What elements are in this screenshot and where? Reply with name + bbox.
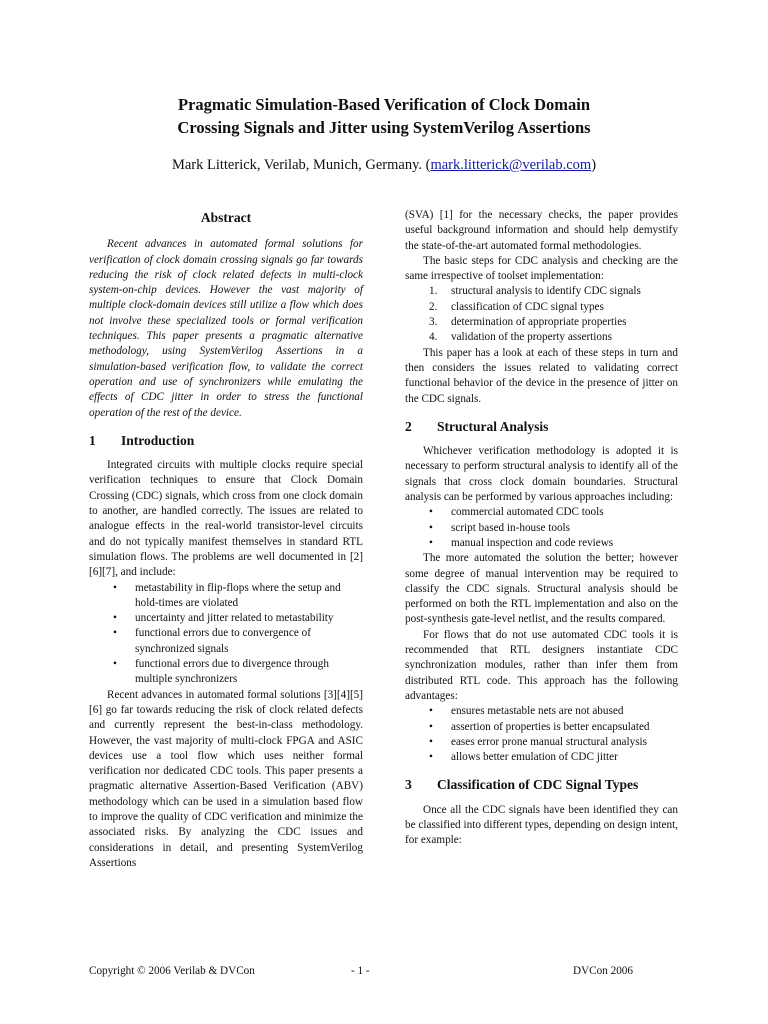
bullet-icon: • [113,658,117,671]
section-3-heading [405,777,678,792]
author-email-link[interactable]: mark.litterick@verilab.com [430,157,592,173]
list-item [89,581,363,612]
structural-paragraph-1: Whichever verification methodology is adopted it is necessary to perform structural analysis to identify all of the signals that cross clock domain boundaries. Structural analysis can be performed by various approaches including: [405,445,678,504]
list-item [405,735,678,750]
steps-list [405,284,678,345]
abstract-heading: Abstract [200,210,252,225]
list-item [405,330,678,345]
step-number: 3. [429,316,438,329]
footer-page-number: - 1 - [351,965,370,977]
list-item [89,626,363,657]
section-1-number: 1 [89,432,96,448]
list-item [405,505,678,520]
bullet-icon: • [429,536,433,549]
step-number: 1. [429,285,438,298]
look-paragraph: This paper has a look at each of these steps in turn and then considers the issues related to validating correct functional behavior of the device in the presence of jitter on the CDC signals. [405,346,678,405]
list-item-text: assertion of properties is better encapsulated [451,720,650,733]
list-item-text: script based in-house tools [451,521,571,534]
list-item-text: eases error prone manual structural analysis [451,735,648,748]
section-2-heading [405,419,678,434]
list-item [405,720,678,735]
list-item-text: structural analysis to identify CDC signals [451,285,641,298]
classification-paragraph: Once all the CDC signals have been identified they can be classified into different types, depending on design intent, for example: [405,803,678,847]
list-item [405,704,678,719]
intro-bullet-list [89,581,363,688]
right-column [405,208,678,849]
bullet-icon: • [113,612,117,625]
list-item-text: manual inspection and code reviews [451,536,614,549]
section-1-heading [89,433,363,448]
list-item [405,300,678,315]
author-close: ) [591,157,597,173]
list-item [405,536,678,551]
bullet-icon: • [429,735,433,748]
structural-paragraph-3: For flows that do not use automated CDC tools it is recommended that RTL designers instantiate CDC synchronization modules, rather than infer them from distributed RTL code. This approach has the following advantages: [405,628,678,702]
intro-paragraph-1: Integrated circuits with multiple clocks require special verification techniques to ensure that Clock Domain Crossing (CDC) signals, which cross from one clock domain to another, are handled correctly. The issues are related to analogue effects in the real-world transistor-level circuits and do not typically manifest themselves in standard RTL simulation flows. The problems are well documented in [2][6][7], and include: [89,459,363,579]
step-number: 2. [429,300,438,313]
intro-paragraph-2: Recent advances in automated formal solutions [3][4][5][6] go far towards reducing the risk of clock related defects and currently represent the best-in-class methodology. However, the vast majority of multi-clock FPGA and ASIC devices use a tool flow which uses neither formal verification nor dedicated CDC tools. This paper presents a pragmatic alternative Assertion-Based Verification (ABV) methodology which can be used in a simulation based flow to improve the quality of CDC verification and minimize the associated risks. By analyzing the CDC issues and considerations in detail, and presenting SystemVerilog Assertions [89,688,363,869]
section-2-title: Structural Analysis [437,418,549,434]
bullet-icon: • [429,751,433,764]
structural-paragraph-2: The more automated the solution the better; however some degree of manual intervention may be required to classify the CDC signals. Structural analysis should be performed on both the RTL implementation and also on the post-synthesis gate-level netlist, and the results compared. [405,552,678,626]
paper-title [90,93,678,139]
section-3-title: Classification of CDC Signal Types [437,777,639,793]
bullet-icon: • [429,521,433,534]
list-item [405,284,678,299]
intro-continued-paragraph: (SVA) [1] for the necessary checks, the paper provides useful background information and should help demystify the state-of-the-art automated formal methodologies. [405,209,678,252]
list-item [89,611,363,626]
approaches-bullet-list [405,505,678,551]
author-line [90,156,678,174]
footer-copyright: Copyright © 2006 Verilab & DVCon [89,965,255,977]
section-2-number: 2 [405,418,412,434]
bullet-icon: • [429,720,433,733]
list-item-text: allows better emulation of CDC jitter [451,751,618,764]
step-number: 4. [429,331,438,344]
list-item [89,657,363,688]
bullet-icon: • [429,705,433,718]
list-item-text: commercial automated CDC tools [451,506,604,519]
list-item [405,315,678,330]
title-line-2: Crossing Signals and Jitter using SystemVerilog Assertions [177,118,591,137]
list-item-text: ensures metastable nets are not abused [451,705,624,718]
list-item-text: determination of appropriate properties [451,316,627,329]
list-item-text: validation of the property assertions [451,331,612,344]
list-item [405,750,678,765]
list-item-text: functional errors due to divergence through multiple synchronizers [135,658,329,686]
advantages-bullet-list [405,704,678,765]
section-3-number: 3 [405,777,412,793]
section-1-title: Introduction [121,432,195,448]
list-item [405,521,678,536]
author-text: Mark Litterick, Verilab, Munich, Germany. ( [171,157,431,173]
left-column [89,208,363,871]
bullet-icon: • [429,506,433,519]
list-item-text: metastability in flip-flops where the setup and hold-times are violated [135,581,341,609]
list-item-text: functional errors due to convergence of synchronized signals [135,627,311,655]
basic-steps-paragraph: The basic steps for CDC analysis and checking are the same irrespective of toolset implementation: [405,254,678,283]
abstract-text: Recent advances in automated formal solutions for verification of clock domain crossing signals go far towards reducing the risk of clock related defects in multi-clock system-on-chip devices. However the vast majority of multiple clock-domain devices still utilize a flow which does not involve these specialized tools or formal verification techniques. This paper presents a pragmatic alternative methodology, using SystemVerilog Assertions in a simulation-based verification flow, to validate the correct operation and use of synchronizers while emulating the effects of CDC jitter in order to stress the functional operation of the rest of the device. [89,238,363,419]
list-item-text: uncertainty and jitter related to metastability [135,612,334,625]
list-item-text: classification of CDC signal types [451,300,604,313]
footer-conference: DVCon 2006 [573,965,633,977]
title-line-1: Pragmatic Simulation-Based Verification of Clock Domain [177,95,591,114]
bullet-icon: • [113,581,117,594]
bullet-icon: • [113,627,117,640]
